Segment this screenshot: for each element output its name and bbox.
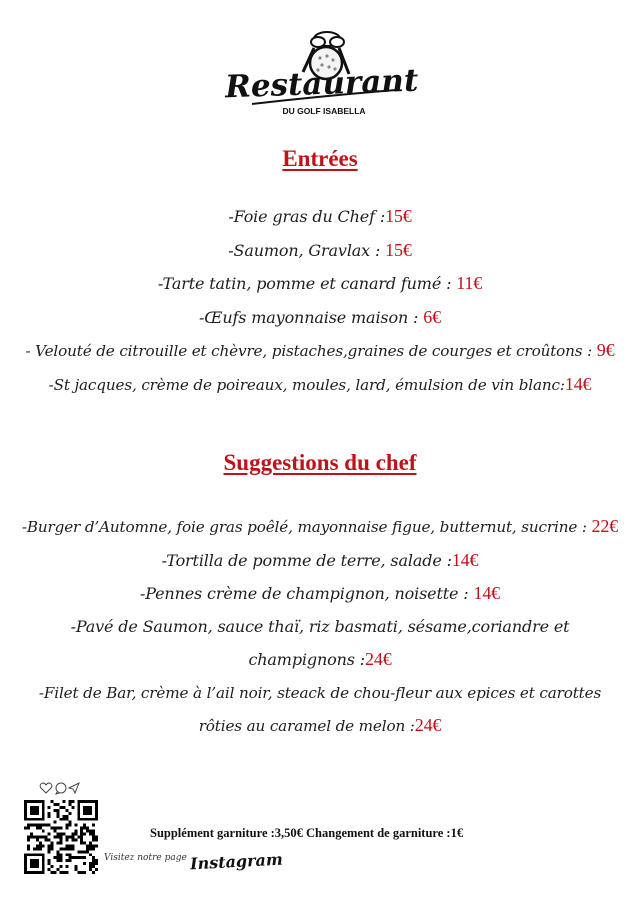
item-text: - Velouté de citrouille et chèvre, pistaches,graines de courges et croûtons : [25, 342, 597, 360]
entrees-list [0, 200, 640, 401]
list-item [0, 267, 640, 301]
item-price: 24€ [414, 715, 442, 735]
item-price: 15€ [385, 239, 412, 260]
item-price: 14€ [473, 583, 501, 603]
item-line-2 [0, 643, 640, 677]
item-text: -Burger d’Automne, foie gras poêlé, mayonnaise figue, butternut, sucrine : [21, 518, 592, 536]
item-price: 14€ [564, 373, 592, 394]
list-item [0, 234, 640, 268]
item-price: 9€ [596, 340, 615, 360]
item-text: -Pavé de Saumon, sauce thaï, riz basmati, sésame,coriandre et [70, 616, 570, 636]
logo-subtitle: DU GOLF ISABELLA [282, 106, 366, 116]
list-item [0, 677, 640, 743]
item-price: 24€ [365, 649, 392, 669]
item-text: -Filet de Bar, crème à l’ail noir, steack de chou-fleur aux epices et carottes [38, 683, 602, 702]
item-text-2: rôties au caramel de melon : [198, 717, 415, 735]
list-item [0, 368, 640, 402]
list-item [0, 301, 640, 335]
item-text: -St jacques, crème de poireaux, moules, lard, émulsion de vin blanc: [48, 375, 565, 394]
send-icon [69, 783, 79, 793]
item-line-2 [0, 709, 640, 743]
item-price: 15€ [385, 206, 412, 226]
social-icons [39, 781, 81, 795]
list-item [0, 577, 640, 611]
list-item [0, 544, 640, 578]
section-title-entrees: Entrées [282, 146, 358, 171]
item-price: 14€ [451, 549, 479, 570]
list-item [0, 510, 640, 544]
instagram-label: Visitez notre page [104, 853, 187, 863]
list-item [0, 200, 640, 234]
item-price: 6€ [423, 306, 441, 327]
supplement-note: Supplément garniture :3,50€ Changement de garniture :1€ [150, 826, 464, 840]
heart-icon [40, 783, 52, 793]
item-price: 11€ [456, 273, 483, 293]
item-text: -Pennes crème de champignon, noisette : [139, 584, 474, 603]
list-item [0, 334, 640, 368]
logo-title: Restaurant [224, 62, 419, 106]
item-text-2: champignons : [248, 650, 365, 669]
comment-icon [56, 783, 66, 794]
item-text: -Foie gras du Chef : [228, 207, 386, 226]
qr-code-icon[interactable] [24, 800, 98, 874]
instagram-brand[interactable]: Instagram [189, 849, 284, 874]
item-text: -Tarte tatin, pomme et canard fumé : [157, 274, 457, 293]
restaurant-logo [0, 28, 640, 128]
suggestions-list [0, 510, 640, 743]
list-item [0, 611, 640, 677]
item-text: -Saumon, Gravlax : [228, 240, 386, 260]
item-price: 22€ [591, 516, 619, 536]
item-text: -Tortilla de pomme de terre, salade : [161, 550, 452, 570]
section-title-suggestions: Suggestions du chef [223, 450, 417, 475]
item-text: -Œufs mayonnaise maison : [199, 307, 424, 327]
